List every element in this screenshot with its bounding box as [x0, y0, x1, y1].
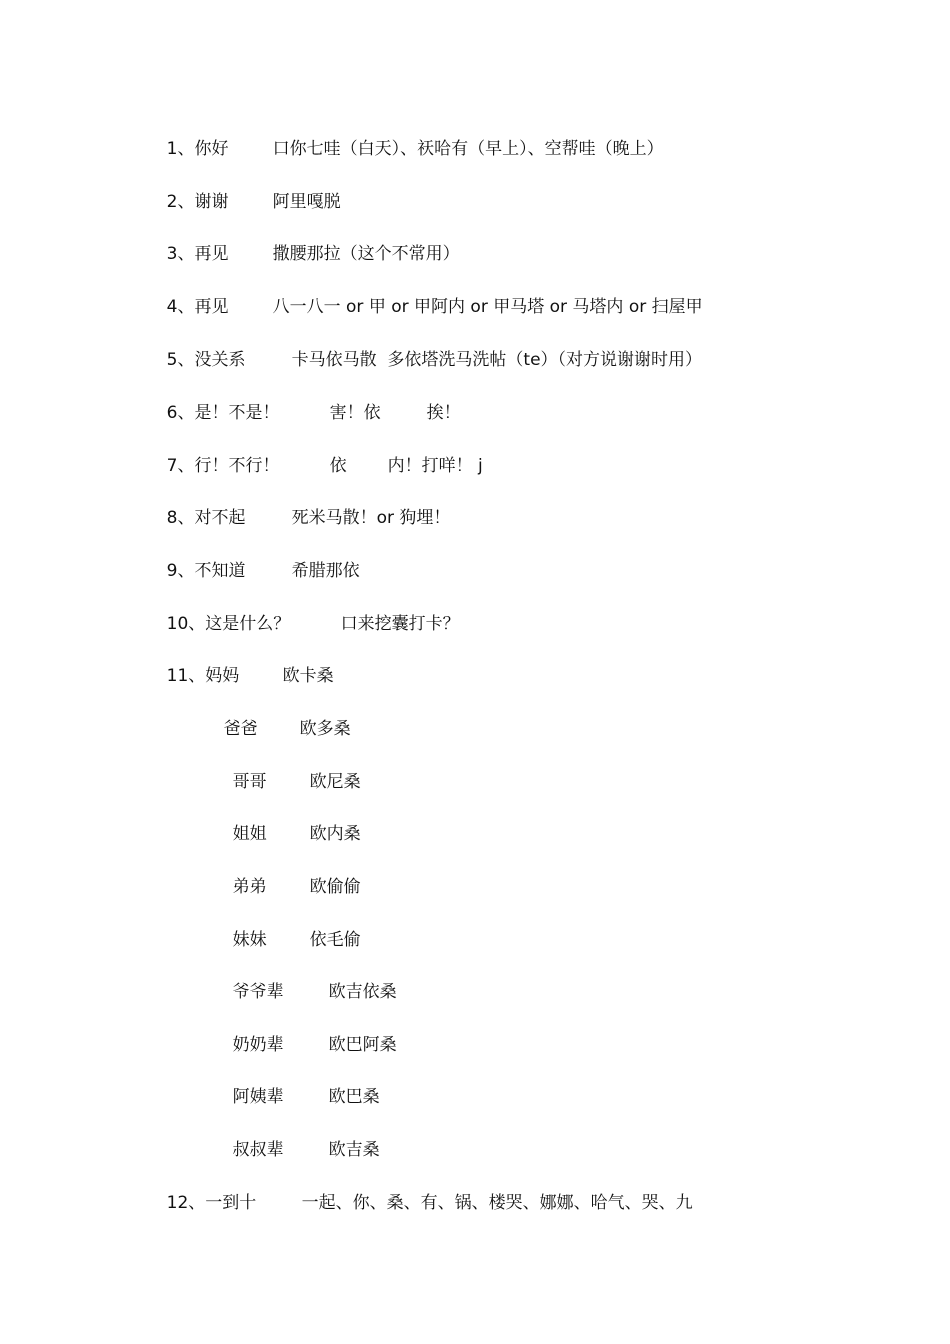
- phrase-label: 6、是！不是！: [166, 403, 280, 423]
- phrase-translation: 欧卡桑: [282, 666, 334, 686]
- phrase-label: 5、没关系: [166, 350, 246, 370]
- phrase-label: 4、再见: [166, 297, 229, 317]
- phrase-label: 11、妈妈: [166, 666, 240, 686]
- phrase-label: 8、对不起: [166, 508, 246, 528]
- phrase-translation: 欧偷偷: [309, 877, 361, 897]
- phrase-translation: 欧多桑: [299, 719, 351, 739]
- phrase-translation: 一起、你、桑、有、锅、楼哭、娜娜、哈气、哭、九: [301, 1193, 693, 1213]
- phrase-translation-extra: 内！打咩！ j: [387, 456, 483, 476]
- phrase-translation: 死米马散！or 狗埋！: [291, 508, 451, 528]
- phrase-label: 12、一到十: [166, 1193, 257, 1213]
- phrase-translation: 依毛偷: [309, 930, 361, 950]
- phrase-label: 奶奶辈: [232, 1035, 284, 1055]
- phrase-label: 弟弟: [232, 877, 267, 897]
- phrase-translation: 撒腰那拉（这个不常用）: [272, 244, 460, 264]
- phrase-translation: 欧巴阿桑: [328, 1035, 397, 1055]
- phrase-label: 爷爷辈: [232, 982, 284, 1002]
- phrase-line-12: [145, 1170, 693, 1236]
- phrase-translation: 希腊那依: [291, 561, 360, 581]
- phrase-translation: 依: [329, 456, 347, 476]
- phrase-label: 哥哥: [232, 772, 267, 792]
- phrase-label: 姐姐: [232, 824, 267, 844]
- phrase-translation: 欧吉依桑: [328, 982, 397, 1002]
- phrase-label: 9、不知道: [166, 561, 246, 581]
- phrase-translation: 口来挖囊打卡？: [340, 614, 460, 634]
- phrase-translation: 卡马依马散 多依塔洗马洗帖（te）（对方说谢谢时用）: [291, 350, 703, 370]
- phrase-label: 2、谢谢: [166, 192, 229, 212]
- phrase-translation: 欧吉桑: [328, 1140, 380, 1160]
- phrase-translation: 欧巴桑: [328, 1087, 380, 1107]
- phrase-label: 10、这是什么？: [166, 614, 291, 634]
- phrase-label: 3、再见: [166, 244, 229, 264]
- phrase-translation: 欧尼桑: [309, 772, 361, 792]
- phrase-label: 爸爸: [223, 719, 258, 739]
- phrase-translation: 阿里嘎脱: [272, 192, 341, 212]
- phrase-label: 叔叔辈: [232, 1140, 284, 1160]
- phrase-label: 1、你好: [166, 139, 229, 159]
- phrase-translation: 口你七哇（白天）、祆哈有（早上）、空帮哇（晚上）: [272, 139, 664, 159]
- phrase-translation-extra: 挨！: [426, 403, 461, 423]
- phrase-label: 妹妹: [232, 930, 267, 950]
- phrase-translation: 八一八一 or 甲 or 甲阿内 or 甲马塔 or 马塔内 or 扫屋甲: [272, 297, 703, 317]
- phrase-translation: 害！依: [329, 403, 381, 423]
- phrase-label: 阿姨辈: [232, 1087, 284, 1107]
- phrase-label: 7、行！不行！: [166, 456, 280, 476]
- phrase-translation: 欧内桑: [309, 824, 361, 844]
